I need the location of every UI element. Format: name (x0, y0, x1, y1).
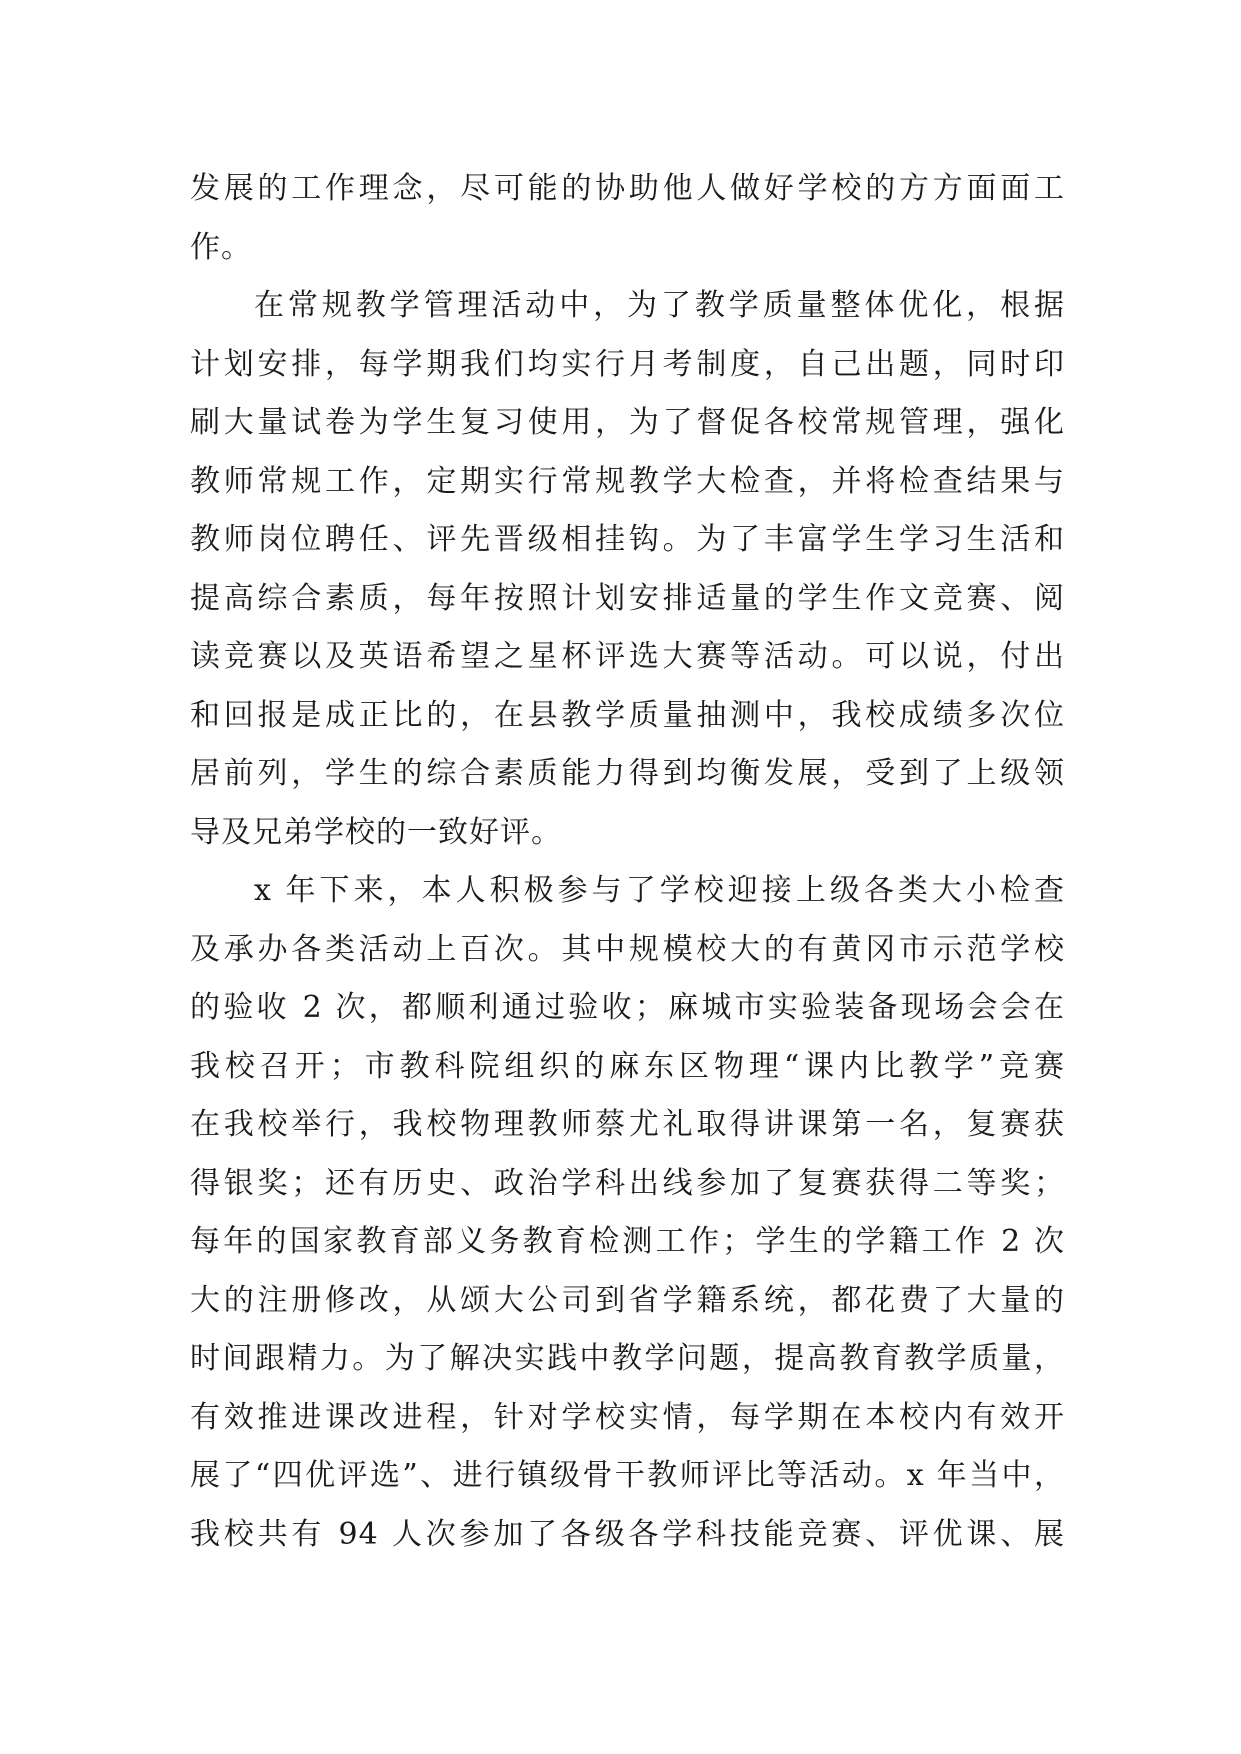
text-line: 得银奖；还有历史、政治学科出线参加了复赛获得二等奖； (190, 1165, 1065, 1201)
text-line: 计划安排，每学期我们均实行月考制度，自己出题，同时印 (190, 346, 1065, 382)
text-line: 的验收 2 次，都顺利通过验收；麻城市实验装备现场会会在 (190, 990, 1065, 1025)
text-line: 在我校举行，我校物理教师蔡尤礼取得讲课第一名，复赛获 (190, 1107, 1065, 1142)
text-line: 及承办各类活动上百次。其中规模校大的有黄冈市示范学校 (190, 931, 1065, 967)
text-line: 我校召开；市教科院组织的麻东区物理“课内比教学”竞赛 (190, 1048, 1065, 1084)
text-line: 有效推进课改进程，针对学校实情，每学期在本校内有效开 (190, 1399, 1065, 1435)
text-line: 居前列，学生的综合素质能力得到均衡发展，受到了上级领 (190, 756, 1065, 791)
paragraph (190, 862, 1065, 1564)
text-line: 展了“四优评选”、进行镇级骨干教师评比等活动。x 年当中， (190, 1458, 1065, 1493)
text-line: 我校共有 94 人次参加了各级各学科技能竞赛、评优课、展 (190, 1516, 1065, 1552)
text-line: 刷大量试卷为学生复习使用，为了督促各校常规管理，强化 (190, 405, 1065, 440)
text-line: 在常规教学管理活动中，为了教学质量整体优化，根据 (254, 288, 1065, 323)
paragraph (190, 160, 1065, 277)
document-body (190, 160, 1065, 1564)
text-line: 时间跟精力。为了解决实践中教学问题，提高教育教学质量， (190, 1341, 1065, 1376)
text-line: 发展的工作理念，尽可能的协助他人做好学校的方方面面工 (190, 171, 1065, 206)
text-line: x 年下来，本人积极参与了学校迎接上级各类大小检查 (254, 873, 1065, 908)
text-line: 作。 (190, 229, 252, 265)
paragraph (190, 277, 1065, 862)
text-line: 教师常规工作，定期实行常规教学大检查，并将检查结果与 (190, 463, 1065, 499)
text-line: 导及兄弟学校的一致好评。 (190, 814, 562, 850)
text-line: 教师岗位聘任、评先晋级相挂钩。为了丰富学生学习生活和 (190, 522, 1065, 557)
text-line: 和回报是成正比的，在县教学质量抽测中，我校成绩多次位 (190, 697, 1065, 733)
text-line: 大的注册修改，从颂大公司到省学籍系统，都花费了大量的 (190, 1282, 1065, 1318)
text-line: 每年的国家教育部义务教育检测工作；学生的学籍工作 2 次 (190, 1224, 1065, 1259)
text-line: 读竞赛以及英语希望之星杯评选大赛等活动。可以说，付出 (190, 639, 1065, 674)
text-line: 提高综合素质，每年按照计划安排适量的学生作文竞赛、阅 (190, 580, 1065, 616)
